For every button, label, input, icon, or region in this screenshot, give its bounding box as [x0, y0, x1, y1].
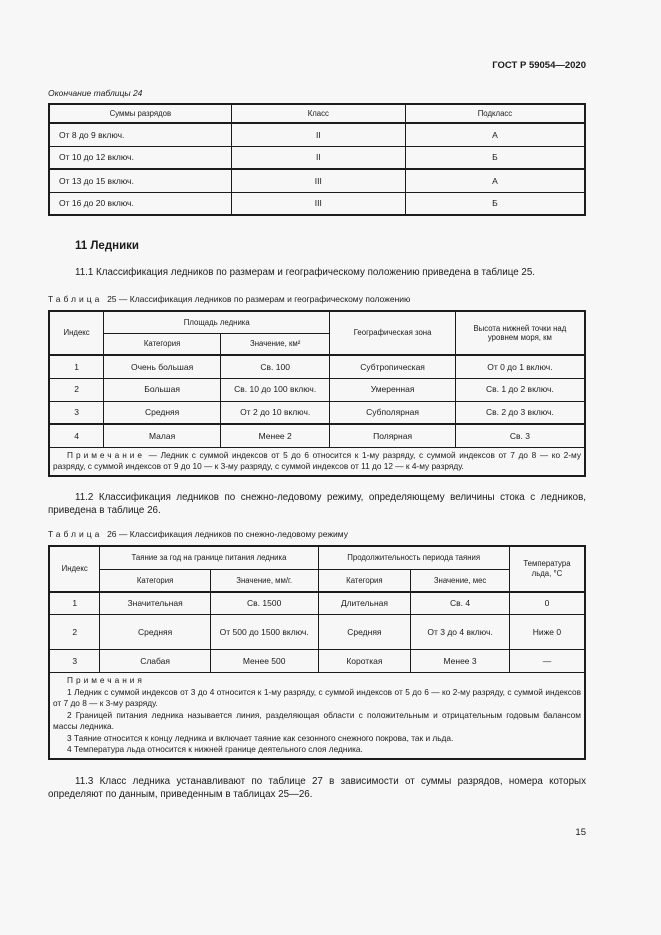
table-row: [49, 378, 585, 401]
table-cell: Св. 2 до 3 включ.: [455, 401, 585, 424]
paragraph-11-3: 11.3 Класс ледника устанавливают по таблице 27 в зависимости от суммы разрядов, номера которых определяют по данным, приведенным в таблицах 25—26.: [48, 775, 586, 800]
table-cell: 3: [49, 401, 104, 424]
table-cell: Менее 3: [411, 650, 510, 673]
table26-caption-label: Таблица: [48, 528, 103, 539]
t24-col-class: Класс: [231, 104, 405, 123]
page-number: 15: [575, 826, 586, 838]
table24-continuation-label: Окончание таблицы 24: [48, 88, 143, 98]
table-cell: III: [231, 192, 405, 215]
table-cell: Умеренная: [330, 378, 455, 401]
t26-col-melt-group: Таяние за год на границе питания ледника: [100, 546, 318, 570]
note-label: Примечание: [67, 449, 146, 460]
table-cell: Св. 3: [455, 424, 585, 447]
table-cell: От 500 до 1500 включ.: [210, 615, 318, 650]
table-row: [49, 592, 585, 615]
t26-col-temp: Температура льда, °С: [509, 546, 585, 592]
t26-col-period-group: Продолжительность периода таяния: [318, 546, 509, 570]
table-cell: 2: [49, 615, 100, 650]
table-row: [49, 123, 585, 146]
table-cell: От 0 до 1 включ.: [455, 355, 585, 378]
t25-col-index: Индекс: [49, 311, 104, 355]
table-cell: Субтропическая: [330, 355, 455, 378]
table-cell: 4: [49, 424, 104, 447]
table-row: [49, 146, 585, 169]
table-cell: Малая: [104, 424, 221, 447]
table-cell: Средняя: [318, 615, 411, 650]
note-paragraph: [53, 450, 581, 473]
table-cell: От 8 до 9 включ.: [49, 123, 231, 146]
table-cell: А: [405, 169, 585, 192]
table-cell: Б: [405, 146, 585, 169]
note-paragraph: 3 Таяние относится к концу ледника и включает таяние как сезонного снежного покрова, так и льда.: [67, 732, 454, 743]
table-cell: Б: [405, 192, 585, 215]
table-row: [49, 650, 585, 673]
table-cell: Св. 4: [411, 592, 510, 615]
t25-col-category: Категория: [104, 333, 221, 355]
table-cell: Менее 500: [210, 650, 318, 673]
t26-col-melt-category: Категория: [100, 570, 210, 592]
table-cell: Св. 100: [221, 355, 330, 378]
table-header-row: [49, 546, 585, 570]
table-cell: 1: [49, 355, 104, 378]
t26-col-period-value: Значение, мес: [411, 570, 510, 592]
table-cell: Св. 1500: [210, 592, 318, 615]
table26-notes: [49, 673, 585, 759]
t25-col-value: Значение, км²: [221, 333, 330, 355]
notes-label: Примечания: [67, 675, 145, 685]
t26-col-period-category: Категория: [318, 570, 411, 592]
table-row: [49, 169, 585, 192]
table-cell: Полярная: [330, 424, 455, 447]
table-cell: Св. 1 до 2 включ.: [455, 378, 585, 401]
section-heading: 11 Ледники: [75, 240, 139, 252]
table-row: [49, 424, 585, 447]
table-24-continuation: [48, 103, 586, 216]
table-cell: Короткая: [318, 650, 411, 673]
paragraph-11-1: 11.1 Классификация ледников по размерам и географическому положению приведена в таблице 25.: [75, 267, 535, 278]
table-cell: А: [405, 123, 585, 146]
table-subheader-row: [49, 570, 585, 592]
table-cell: Св. 10 до 100 включ.: [221, 378, 330, 401]
table-cell: Средняя: [104, 401, 221, 424]
table-notes-row: [49, 673, 585, 759]
table-cell: 3: [49, 650, 100, 673]
table-cell: III: [231, 169, 405, 192]
table-cell: Большая: [104, 378, 221, 401]
table-cell: Длительная: [318, 592, 411, 615]
table-header-row: [49, 311, 585, 333]
table25-caption: [48, 294, 586, 304]
table-cell: —: [509, 650, 585, 673]
t24-col-subclass: Подкласс: [405, 104, 585, 123]
table26-caption-title: 26 — Классификация ледников по снежно-ледовому режиму: [107, 528, 348, 539]
table-cell: Очень большая: [104, 355, 221, 378]
table-cell: От 3 до 4 включ.: [411, 615, 510, 650]
note-paragraph: 1 Ледник с суммой индексов от 3 до 4 относится к 1-му разряду, с суммой индексов от 5 до 6 — ко 2-му разряду, с суммой индексов от 7 до 8 — к 3-му разряду.: [53, 686, 581, 708]
table-cell: От 13 до 15 включ.: [49, 169, 231, 192]
table-cell: Средняя: [100, 615, 210, 650]
table-row: [49, 355, 585, 378]
table-cell: Менее 2: [221, 424, 330, 447]
table-cell: От 2 до 10 включ.: [221, 401, 330, 424]
table-cell: II: [231, 146, 405, 169]
table-26: [48, 545, 586, 760]
t24-col-sums: Суммы разрядов: [49, 104, 231, 123]
table-cell: 2: [49, 378, 104, 401]
t25-col-area-group: Площадь ледника: [104, 311, 330, 333]
table-row: [49, 401, 585, 424]
table-cell: От 16 до 20 включ.: [49, 192, 231, 215]
t25-col-height: Высота нижней точки над уровнем моря, км: [455, 311, 585, 355]
table-row: [49, 192, 585, 215]
note-paragraph: 2 Границей питания ледника называется линия, разделяющая области с положительным и отрицательным годовым балансом массы ледника.: [53, 709, 581, 731]
table25-caption-label: Таблица: [48, 294, 103, 304]
table-cell: II: [231, 123, 405, 146]
t26-col-melt-value: Значение, мм/г.: [210, 570, 318, 592]
note-text: — Ледник с суммой индексов от 5 до 6 относится к 1-му разряду, с суммой индексов от 7 до 8 — ко 2-му разряду, с суммой индексов от 9 до 10 — к 3-му разряду, с суммой индексов от 11 до 12 — к 4-му разряду.: [53, 449, 581, 471]
table25-caption-title: 25 — Классификация ледников по размерам и географическому положению: [107, 294, 411, 304]
table-cell: Субполярная: [330, 401, 455, 424]
doc-header: ГОСТ Р 59054—2020: [492, 60, 586, 71]
paragraph-11-2: 11.2 Классификация ледников по снежно-ледовому режиму, определяющему величины стока с ледников, приведена в таблице 26.: [48, 491, 586, 516]
table-cell: От 10 до 12 включ.: [49, 146, 231, 169]
table-cell: 0: [509, 592, 585, 615]
table26-caption: [48, 529, 586, 539]
table-cell: Ниже 0: [509, 615, 585, 650]
table-cell: Значительная: [100, 592, 210, 615]
t26-col-index: Индекс: [49, 546, 100, 592]
table-row: [49, 615, 585, 650]
t25-col-zone: Географическая зона: [330, 311, 455, 355]
table-header-row: [49, 104, 585, 123]
table-cell: 1: [49, 592, 100, 615]
table-cell: Слабая: [100, 650, 210, 673]
note-paragraph: 4 Температура льда относится к нижней границе деятельного слоя ледника.: [67, 744, 363, 754]
table-25: [48, 310, 586, 477]
table-note-row: [49, 447, 585, 476]
table25-note: [49, 447, 585, 476]
